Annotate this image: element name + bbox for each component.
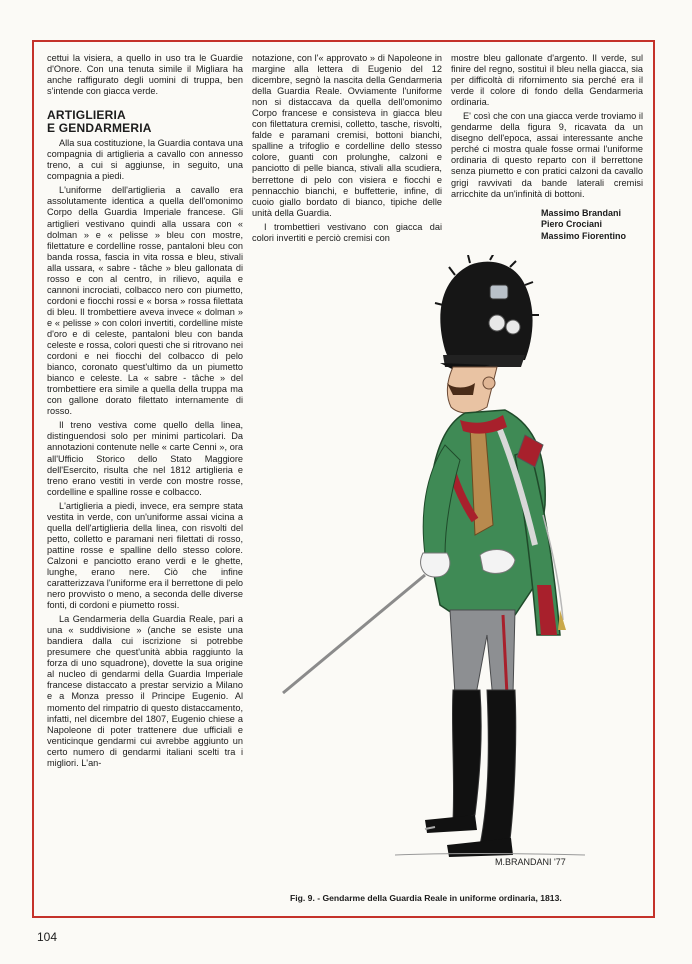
grey-trousers bbox=[450, 610, 515, 700]
paragraph: I trombettieri vestivano con giacca dai colori invertiti e perciò cremisi con bbox=[252, 221, 442, 243]
text-column-2 bbox=[252, 53, 442, 247]
authors-block bbox=[451, 208, 643, 243]
author-name: Piero Crociani bbox=[541, 219, 603, 230]
section-heading: ARTIGLIERIA E GENDARMERIA bbox=[47, 108, 152, 135]
paragraph: La Gendarmeria della Guardia Reale, pari a una « suddivisione » (anche se esiste una bandiera dalla cui iscrizione si potrebbe presumere che quest'unità abbia raggiunto la forza di uno squadrone), dovette la sua origine al nucleo di gendarmi della Guardia Imperiale francese distaccato a prestar servizio a Milano e a Monza presso il Principe Eugenio. Al momento del rimpatrio di questo distaccamento, infatti, nel dicembre del 1807, Eugenio chiese a Napoleone di poter trattenere due ufficiali e venticinque gendarmi cui avrebbe aggiunto un certo numero di gendarmi italiani scelti tra i migliori. L'an- bbox=[47, 614, 243, 768]
figure-caption: Fig. 9. - Gendarme della Guardia Reale in uniforme ordinaria, 1813. bbox=[290, 893, 562, 903]
paragraph: E' così che con una giacca verde troviamo il gendarme della figura 9, ricavata da un disegno dell'epoca, assai interessante anche perché ci mostra quale fosse ormai l'uniforme ordinaria di questo reparto con il berrettone senza piumetto e con pratici calzoni da cavallo grigi ravvivati da bande laterali cremisi arricchite da un'infinità di bottoni. bbox=[451, 111, 643, 199]
paragraph: notazione, con l'« approvato » di Napoleone in margine alla lettera di Eugenio del 12 dicembre, segnò la nascita della Gendarmeria della Guardia Reale. Ovviamente l'uniforme non si distaccava da quella dell'omonimo Corpo francese e consisteva in giacca bleu con filettatura cremisi, colletto, tasche, risvolti, falde e paramani cremisi, bottoni bianchi, spalline a trifoglio e cordelline dello stesso colore, guanti con prolunghe, calzoni e panciotto di pelle bianca, stivali alla scudiera, berrettone di pelo con visiera e fiocchi e pennacchio bianchi, e buffetterie, infine, di cuoio giallo bordato di bianco, tipiche delle unità della Guardia. bbox=[252, 53, 442, 218]
head bbox=[447, 367, 497, 413]
sword bbox=[283, 575, 425, 693]
author-name: Massimo Fiorentino bbox=[541, 230, 627, 241]
bearskin-cap bbox=[435, 255, 539, 373]
text-column-1 bbox=[47, 53, 243, 772]
page-number: 104 bbox=[37, 930, 58, 944]
paragraph: L'artiglieria a piedi, invece, era sempre stata vestita in verde, con un'uniforme assai vicina a quella dell'artiglieria della linea, con risvolti del petto, colletto e paramani neri filettati di rosso, pattine rosse e spalline dello stesso colore. Calzoni e panciotto erano verdi e le ghette, lunghe, erano nere. Ciò che infine caratterizzava l'uniforme era il berrettone di pelo nero provvisto o meno, a seconda delle diverse fonti, di cordoni e piumetto rossi. bbox=[47, 500, 243, 611]
paragraph: Alla sua costituzione, la Guardia contava una compagnia di artiglieria a cavallo con annesso treno, a cui si aggiunse, in seguito, una compagnia a piedi. bbox=[47, 138, 243, 182]
paragraph: Il treno vestiva come quello della linea, distinguendosi solo per minimi particolari. Da annotazioni contenute nelle « carte Cenni », ora all'Ufficio Storico dello Stato Maggiore dell'Esercito, risulta che nel 1812 artiglieria e treno erano vestiti in verde con mostre rosse, cordelline e spalline rosse e colbacco. bbox=[47, 420, 243, 497]
green-coat bbox=[429, 410, 566, 635]
text-column-3 bbox=[451, 53, 643, 242]
paragraph: L'uniforme dell'artiglieria a cavallo era assolutamente identica a quella dell'omonimo Corpo della Guardia Imperiale francese. Gli artiglieri vestivano quindi alla ussara con « dolman » e « pelisse » bleu con mostre, filettature e cordelline rosse, pantaloni bleu con banda rossa, fascia in vita rossa e bleu, stivali alla ussara, « sabre - tâche » bleu gallonata di rosso e con al centro, in rilievo, aquila e cannoni incrociati, colbacco nero con piumetto, cordoni e fiocchi rossi e « borsa » rossa filettata di bleu. Il trombettiere aveva invece « dolman » e « pelisse » con colori invertiti, cordelline miste d'oro e di celeste, pantaloni bleu con banda celeste e rossa, colori questi che si ritrovano nei cordoni e nei fiocchi del colbacco di pelo bianco, coronato quest'ultimo da un piumetto bianco e celeste. La « sabre - tâche » del trombettiere era simile a quella della truppa ma con gallone dorato filettato internamente di rosso. bbox=[47, 185, 243, 417]
gendarme-illustration bbox=[275, 255, 655, 885]
artist-signature: M.BRANDANI '77 bbox=[495, 857, 566, 867]
riding-boots bbox=[425, 690, 516, 857]
paragraph: cettui la visiera, a quello in uso tra le Guardie d'Onore. Con una tenuta simile il Migliara ha anche raffigurato degli uomini di truppa, ben s'intende con giacca verde. bbox=[47, 53, 243, 97]
paragraph: mostre bleu gallonate d'argento. Il verde, sul finire del regno, sostituì il bleu nella giacca, sia per difficoltà di rifornimento sia perché era il verde il colore di fondo della Gendarmeria ordinaria. bbox=[451, 53, 643, 108]
author-name: Massimo Brandani bbox=[541, 207, 622, 218]
